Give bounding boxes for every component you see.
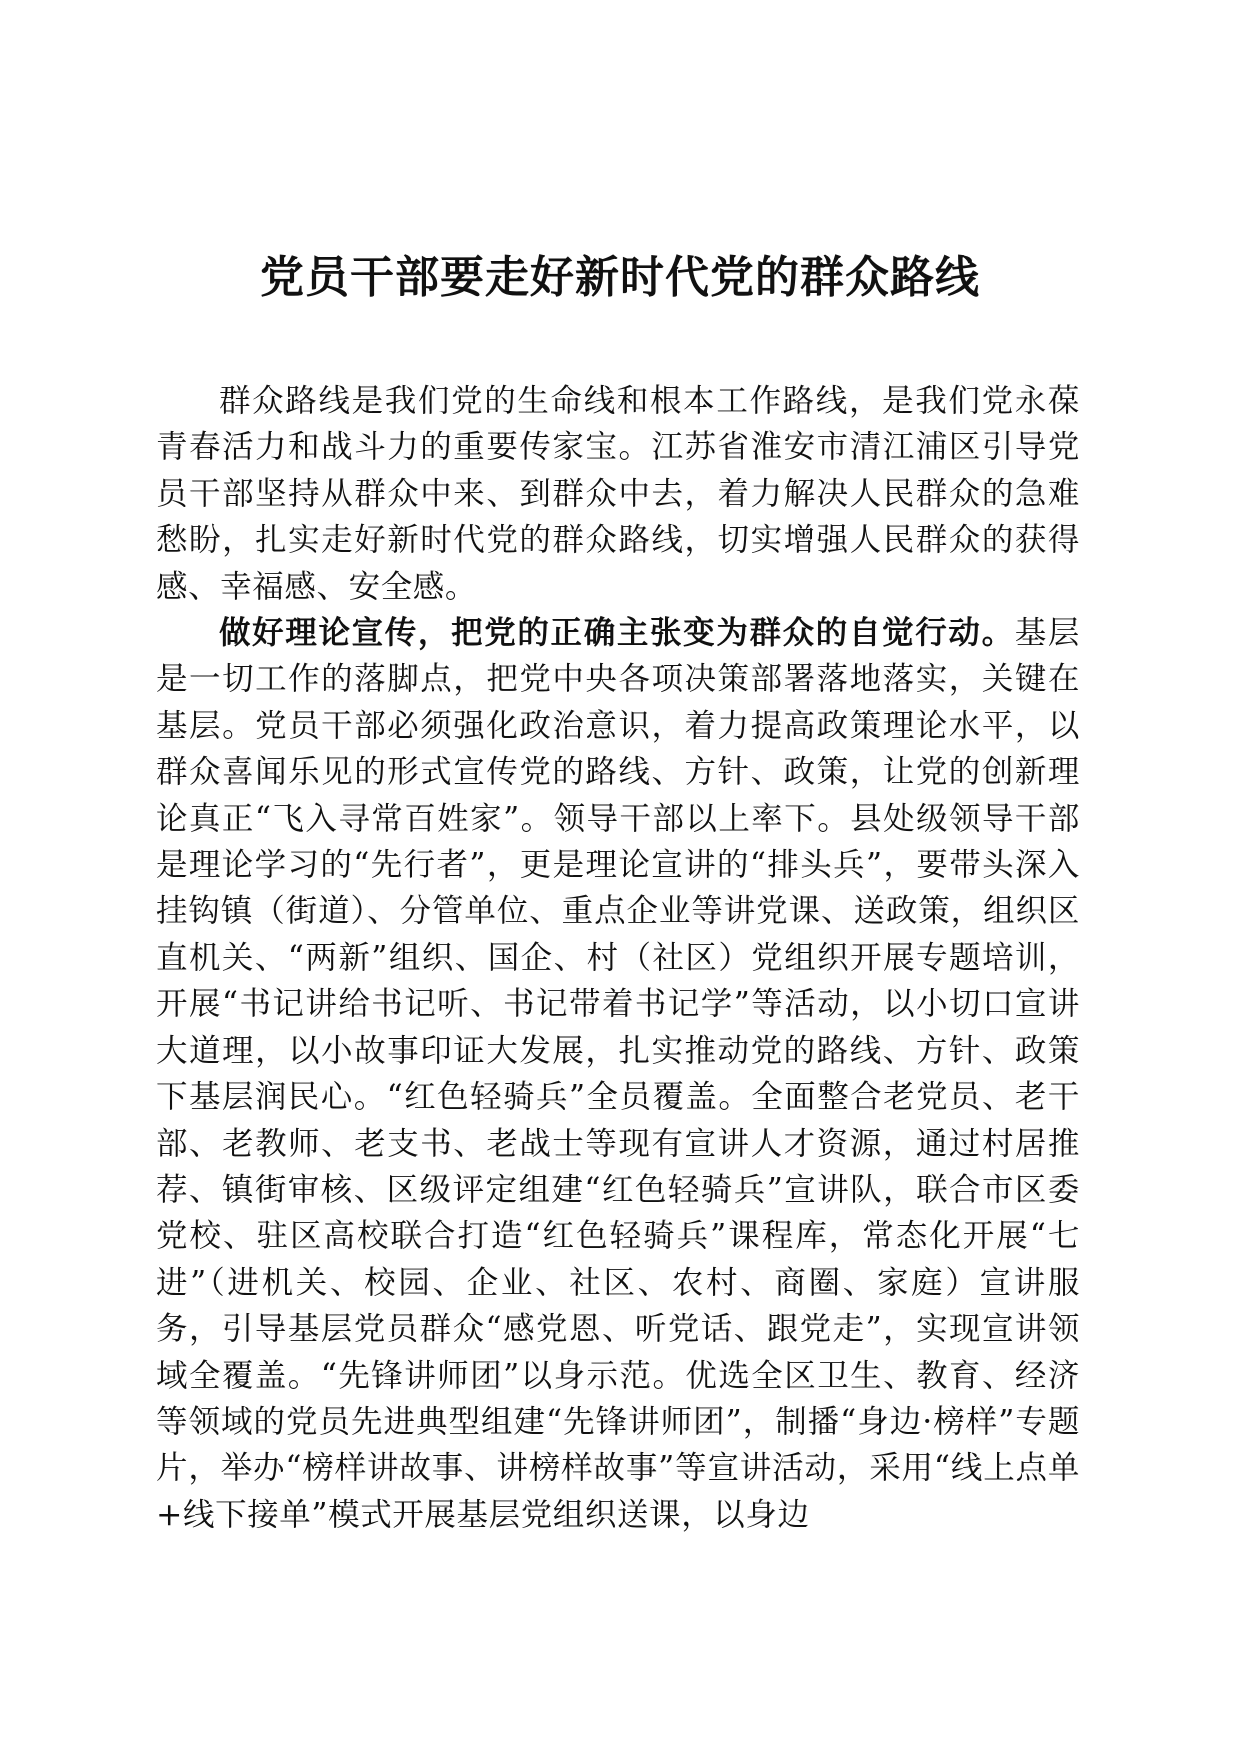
document-title: 党员干部要走好新时代党的群众路线 (260, 252, 980, 303)
document-body (156, 378, 1080, 1538)
paragraph-lead-heading: 做好理论宣传，把党的正确主张变为群众的自觉行动。 (219, 614, 1015, 652)
paragraph-theory-propaganda (156, 610, 1080, 1538)
paragraph-theory-propaganda-text: 基层是一切工作的落脚点，把党中央各项决策部署落地落实，关键在基层。党员干部必须强化政治意识，着力提高政策理论水平，以群众喜闻乐见的形式宣传党的路线、方针、政策，让党的创新理论真正“飞入寻常百姓家”。领导干部以上率下。县处级领导干部是理论学习的“先行者”，更是理论宣讲的“排头兵”，要带头深入挂钩镇（街道）、分管单位、重点企业等讲党课、送政策，组织区直机关、“两新”组织、国企、村（社区）党组织开展专题培训，开展“书记讲给书记听、书记带着书记学”等活动，以小切口宣讲大道理，以小故事印证大发展，扎实推动党的路线、方针、政策下基层润民心。“红色轻骑兵”全员覆盖。全面整合老党员、老干部、老教师、老支书、老战士等现有宣讲人才资源，通过村居推荐、镇街审核、区级评定组建“红色轻骑兵”宣讲队，联合市区委党校、驻区高校联合打造“红色轻骑兵”课程库，常态化开展“七进”（进机关、校园、企业、社区、农村、商圈、家庭）宣讲服务，引导基层党员群众“感党恩、听党话、跟党走”，实现宣讲领域全覆盖。“先锋讲师团”以身示范。优选全区卫生、教育、经济等领域的党员先进典型组建“先锋讲师团”，制播“身边·榜样”专题片，举办“榜样讲故事、讲榜样故事”等宣讲活动，采用“线上点单+线下接单”模式开展基层党组织送课，以身边 (156, 615, 1081, 1533)
paragraph-intro-text: 群众路线是我们党的生命线和根本工作路线，是我们党永葆青春活力和战斗力的重要传家宝。江苏省淮安市清江浦区引导党员干部坚持从群众中来、到群众中去，着力解决人民群众的急难愁盼，扎实走好新时代党的群众路线，切实增强人民群众的获得感、幸福感、安全感。 (156, 383, 1080, 605)
paragraph-intro (156, 378, 1080, 610)
